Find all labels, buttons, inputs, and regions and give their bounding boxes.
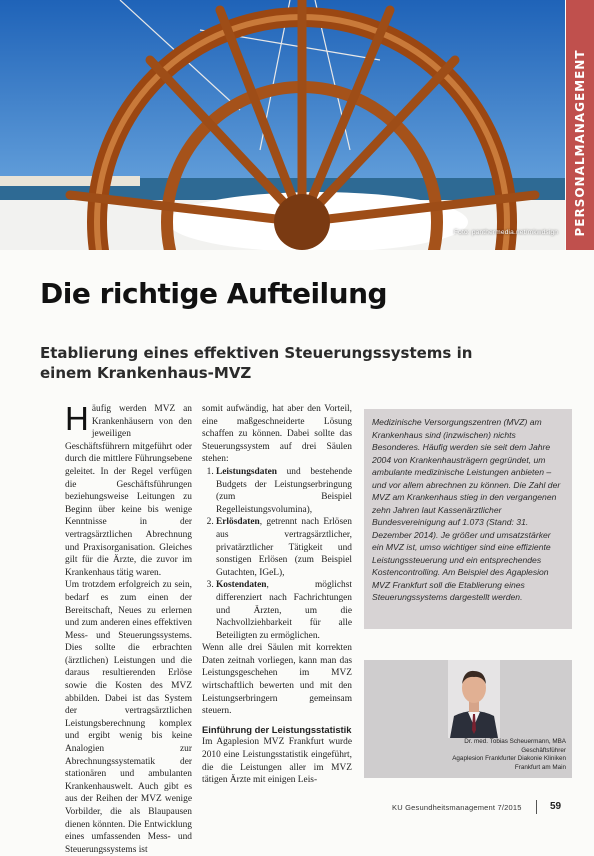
paragraph: Um trotzdem erfolgreich zu sein, bedarf es zum einen der Bereitschaft, Neues zu erlernen und zum anderen eines effektiven Mess- und Steuerungssystems. Dies sollte die erbrachten (ärztlichen) Leistungen und die daraus resultierenden Erlöse sowie die Kosten des MVZ abbilden. Dabei ist das System der vertragsärztlichen Leistungsberechnung komplex und ergibt wenig bis keine Analogien zur Abrechnungssystematik der stationären und ambulanten Krankenhauswelt. Auch gibt es aus der Reihen der MVZ wenige Vorbilder, die als Blaupausen dienen könnten. Die Entwicklung eines umfassenden Mess- und Steuerungssystems ist bbox=[65, 580, 192, 855]
ship-wheel-illustration bbox=[0, 0, 565, 250]
list-item-label: Erlösdaten bbox=[216, 517, 260, 528]
list-item-text: , getrennt nach Erlösen aus vertragsärztlicher, privatärztlicher Tätigkeit und sonstigen Erlösen (zum Beispiel Gutachten, IGeL), bbox=[216, 517, 352, 578]
paragraph: Im Agaplesion MVZ Frankfurt wurde 2010 eine Leistungsstatistik eingeführt, die die Leistungen aller im MVZ tätigen Ärzte mit einigen Leis- bbox=[202, 737, 352, 786]
list-item bbox=[216, 579, 352, 642]
article-subtitle: Etablierung eines effektiven Steuerungssystems in einem Krankenhaus-MVZ bbox=[40, 344, 473, 382]
pillar-list bbox=[202, 466, 352, 642]
paragraph-text: äufig werden MVZ an Krankenhäusern von den jeweiligen Geschäftsführern mitgeführt oder durch die mittlere Führungsebene geleitet. In der Regel verfügen die Geschäftsführungen beziehungsweise Leitungen zu Beginn über keine bis wenige Kenntnisse in der vertragsärztlichen Abrechnung und Praxisorganisation. Gleiches gilt für die Ärzte, die zuvor im Krankenhaus tätig waren. bbox=[65, 404, 192, 578]
author-city: Frankfurt am Main bbox=[514, 763, 566, 771]
author-caption bbox=[364, 738, 572, 772]
section-subhead: Einführung der Leistungsstatistik bbox=[202, 723, 352, 735]
author-name: Dr. med. Tobias Scheuermann, MBA bbox=[464, 738, 566, 745]
section-label: PERSONALMANAGEMENT bbox=[573, 49, 587, 237]
intro-box bbox=[364, 409, 572, 629]
body-column-1 bbox=[65, 400, 192, 856]
author-photo bbox=[448, 660, 500, 738]
section-tab bbox=[566, 0, 594, 250]
list-item bbox=[216, 516, 352, 579]
list-item-label: Leistungsdaten bbox=[216, 466, 277, 477]
author-org: Agaplesion Frankfurter Diakonie Kliniken bbox=[452, 755, 566, 763]
list-item-text: und bestehende Budgets der Leistungserbringung (zum Beispiel Regelleistungsvolumina), bbox=[216, 466, 352, 515]
list-item-text: , möglichst differenziert nach Fachrichtungen und Ärzten, um die Nachvollziehbarkeit für alle Beteiligten zu ermöglichen. bbox=[216, 580, 352, 641]
hero-image bbox=[0, 0, 565, 250]
page-number: 59 bbox=[550, 801, 562, 812]
article-title: Die richtige Aufteilung bbox=[40, 277, 388, 310]
paragraph: somit aufwändig, hat aber den Vorteil, eine maßgeschneiderte Lösung schaffen zu können. Dabei sollte das Steuerungssystem auf drei Säulen stehen: bbox=[202, 404, 352, 465]
photo-credit: Foto: panthermedia.net/mkwdsign bbox=[454, 229, 559, 236]
author-role: Geschäftsführer bbox=[521, 746, 566, 754]
paragraph bbox=[65, 400, 192, 579]
list-item-label: Kostendaten bbox=[216, 580, 267, 591]
intro-text: Medizinische Versorgungszentren (MVZ) am Krankenhaus sind (inzwischen) nichts Besonderes. Häufig werden sie seit dem Jahre 2004 von Krankenhausträgern gegründet, um ambulante medizinische Leistungen anbieten – und vor allem abrechnen zu können. Die Zahl der MVZ am Krankenhaus stieg in den vergangenen zehn Jahren laut Kassenärztlicher Bundesvereinigung auf 1.073 (Stand: 31. Dezember 2014). Je größer und umsatzstärker ein MVZ ist, umso wichtiger sind eine effiziente Leistungssteuerung und ein entsprechendes Kostencontrolling. Am Beispiel des Agaplesion MVZ Frankfurt soll die Etablierung eines Steuerungssystems dargestellt werden. bbox=[372, 417, 561, 602]
paragraph: Wenn alle drei Säulen mit korrekten Daten zeitnah vorliegen, kann man das Leistungsgeschehen im MVZ wirtschaftlich bewerten und mit den Leistungserbringern gemeinsam steuern. bbox=[202, 643, 352, 717]
list-item bbox=[216, 466, 352, 516]
footer-divider bbox=[536, 800, 537, 814]
footer-journal: KU Gesundheitsmanagement 7/2015 bbox=[392, 803, 522, 812]
dropcap: H bbox=[65, 400, 89, 437]
body-column-2 bbox=[202, 403, 352, 787]
